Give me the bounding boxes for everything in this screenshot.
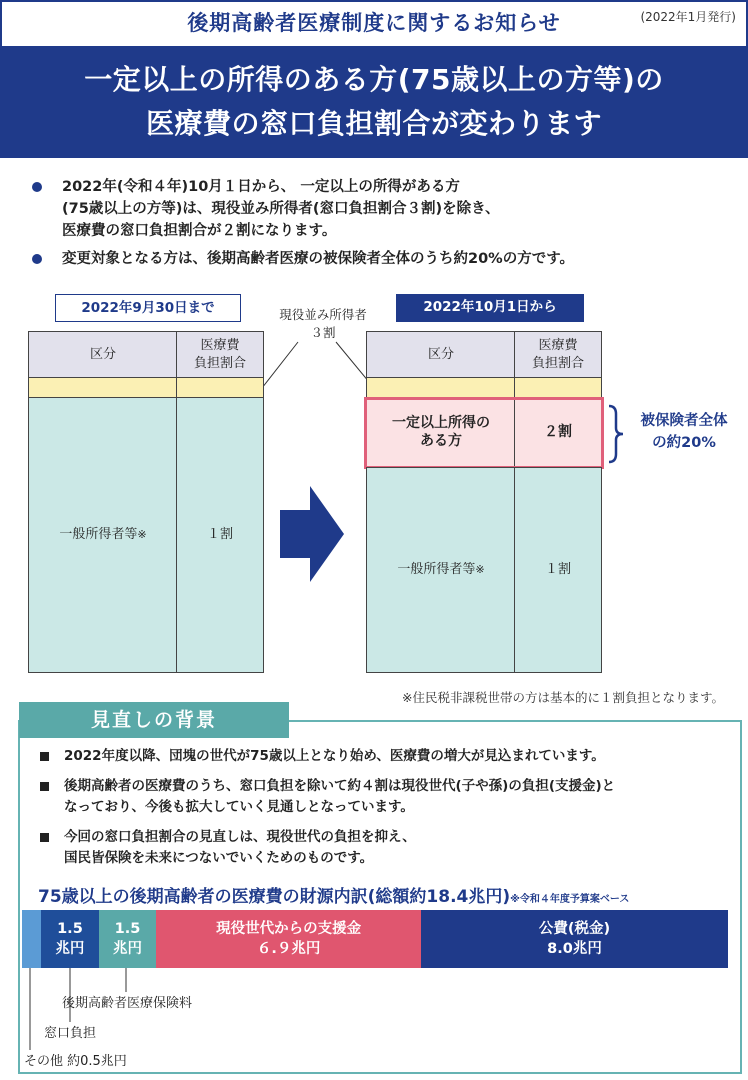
table-before-header-ratio [176, 331, 264, 379]
bullet-line: (75歳以上の方等)は、現役並み所得者(窓口負担割合３割)を除き、 [62, 201, 500, 217]
table-before-genyaku-ratio [176, 377, 264, 399]
header-ratio-line-1: 医療費 [538, 338, 578, 353]
finance-segment-madoguchi [41, 910, 99, 968]
header-ratio-line-1: 医療費 [200, 338, 240, 353]
table-after-genyaku-ratio [514, 377, 602, 399]
finance-bar [22, 910, 728, 968]
share-label-line-2: の約20% [652, 435, 716, 451]
bullet-item [30, 176, 730, 242]
background-item-line: 国民皆保険を未来につないでいくためのものです。 [64, 850, 374, 866]
background-items [38, 746, 728, 878]
table-after-header-ratio [514, 331, 602, 379]
right-arrow-icon [280, 486, 344, 582]
table-after-general-row [366, 467, 516, 673]
background-item [38, 746, 728, 767]
finance-title-text: 75歳以上の後期高齢者の医療費の財源内訳(総額約18.4兆円) [38, 887, 511, 907]
square-bullet-icon [40, 833, 49, 842]
table-before-header-kubun: 区分 [28, 331, 178, 379]
finance-segment-value: 兆円 [112, 941, 142, 957]
finance-segment-label: 1.5 [57, 921, 83, 937]
square-bullet-icon [40, 752, 49, 761]
label-sonota: その他 約0.5兆円 [24, 1054, 127, 1069]
bullet-line: 医療費の窓口負担割合が２割になります。 [62, 223, 337, 239]
header-ratio-line-2: 負担割合 [531, 356, 584, 371]
share-label [624, 410, 744, 454]
background-item-line: 後期高齢者の医療費のうち、窓口負担を除いて約４割は現役世代(子や孫)の負担(支援金)と [64, 778, 616, 794]
finance-segment-hokenryo [99, 910, 157, 968]
finance-segment-value: ６.９兆円 [256, 941, 321, 957]
footnote: ※住民税非課税世帯の方は基本的に１割負担となります。 [402, 690, 724, 705]
general-mark: ※ [137, 528, 147, 541]
general-label: 一般所得者等 [397, 562, 476, 577]
background-item-line: 2022年度以降、団塊の世代が75歳以上となり始め、医療費の増大が見込まれています。 [64, 748, 605, 764]
finance-title [38, 882, 629, 907]
issue-date: (2022年1月発行) [640, 10, 736, 24]
finance-segment-value: 8.0兆円 [547, 941, 602, 957]
summary-bullets [30, 176, 730, 276]
table-after-general-ratio: １割 [514, 467, 602, 673]
table-before-general-row [28, 397, 178, 673]
background-item [38, 776, 728, 818]
bullet-dot-icon [32, 182, 42, 192]
share-label-line-1: 被保険者全体 [640, 413, 728, 429]
finance-segment-sonota [22, 910, 41, 968]
table-after-ichitei-ratio: ２割 [514, 397, 602, 467]
genyaku-callout-line-1: 現役並み所得者 [279, 307, 367, 322]
page-title: 後期高齢者医療制度に関するお知らせ [187, 11, 561, 35]
finance-note: ※令和４年度予算案ベース [510, 894, 630, 905]
finance-segment-label: 現役世代からの支援金 [216, 921, 362, 937]
headline-banner [0, 46, 748, 158]
label-hokenryo: 後期高齢者医療保険料 [62, 996, 193, 1011]
table-after-header-kubun: 区分 [366, 331, 516, 379]
finance-segment-value: 兆円 [55, 941, 85, 957]
bullet-line: 変更対象となる方は、後期高齢者医療の被保険者全体のうち約20%の方です。 [62, 251, 575, 267]
bullet-dot-icon [32, 254, 42, 264]
bullet-line: 2022年(令和４年)10月１日から、 一定以上の所得がある方 [62, 179, 460, 195]
brace-icon [606, 404, 626, 464]
finance-segment-kouhi [421, 910, 728, 968]
headline-line-1: 一定以上の所得のある方(75歳以上の方等)の [84, 63, 664, 96]
background-section-title: 見直しの背景 [19, 702, 289, 738]
general-label: 一般所得者等 [59, 527, 138, 542]
background-item-line: 今回の窓口負担割合の見直しは、現役世代の負担を抑え、 [64, 829, 416, 845]
header-ratio-line-2: 負担割合 [193, 356, 246, 371]
ichitei-line-1: 一定以上所得の [392, 415, 490, 431]
label-madoguchi: 窓口負担 [44, 1026, 97, 1041]
bullet-item [30, 248, 730, 270]
finance-segment-label: 1.5 [114, 921, 141, 937]
headline-line-2: 医療費の窓口負担割合が変わります [145, 107, 602, 140]
callout-line-left [262, 342, 298, 388]
finance-segment-label: 公費(税金) [538, 921, 611, 937]
background-item [38, 827, 728, 869]
genyaku-callout-line-2: ３割 [310, 325, 336, 340]
period-before-label: 2022年9月30日まで [55, 294, 241, 322]
background-item-line: なっており、今後も拡大していく見通しとなっています。 [64, 799, 414, 815]
finance-segment-shienkin [156, 910, 421, 968]
table-before-general-ratio: １割 [176, 397, 264, 673]
general-mark: ※ [475, 563, 485, 576]
ichitei-highlight-frame [364, 397, 604, 469]
period-after-label: 2022年10月1日から [396, 294, 584, 322]
table-after-genyaku-row [366, 377, 516, 399]
square-bullet-icon [40, 782, 49, 791]
table-before-genyaku-row [28, 377, 178, 399]
ichitei-line-2: ある方 [420, 433, 462, 449]
